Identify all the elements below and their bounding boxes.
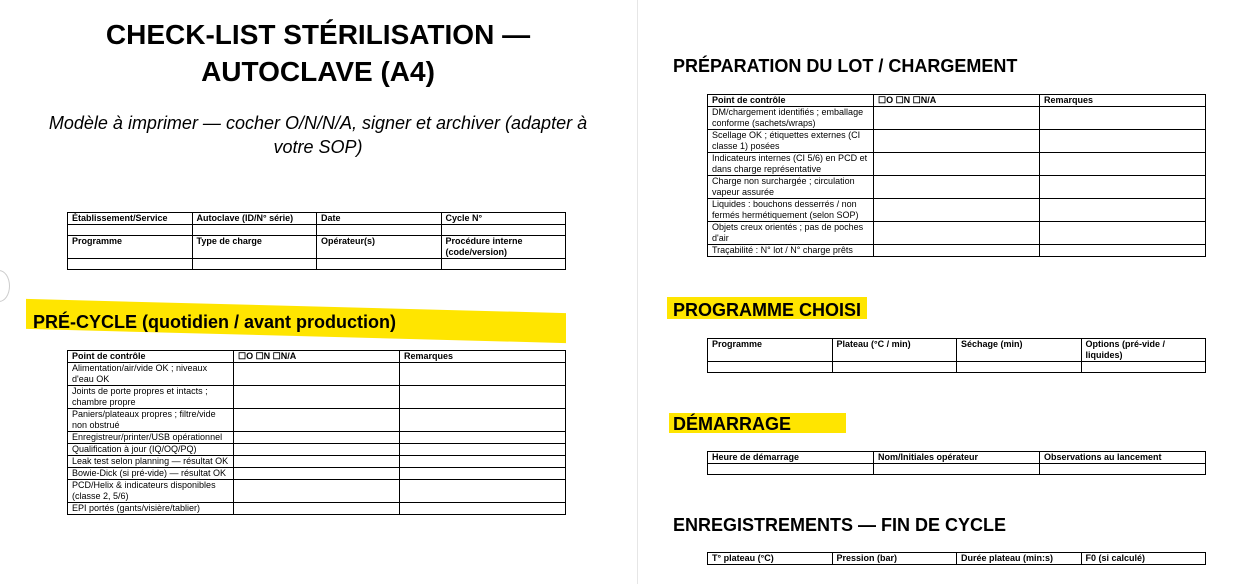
checkpoint-label: PCD/Helix & indicateurs disponibles (classe 2, 5/6) (68, 480, 234, 503)
table-row (708, 452, 1206, 464)
answer-checkbox-cell[interactable] (234, 468, 400, 480)
remarks-cell[interactable] (1040, 130, 1206, 153)
answer-checkbox-cell[interactable] (234, 444, 400, 456)
checkpoint-label: Qualification à jour (IQ/OQ/PQ) (68, 444, 234, 456)
column-header: T° plateau (°C) (708, 553, 833, 565)
input-cell[interactable] (192, 225, 317, 236)
column-header: Remarques (1040, 95, 1206, 107)
input-cell[interactable] (874, 464, 1040, 475)
field-label: Programme (68, 236, 193, 259)
answer-checkbox-cell[interactable] (234, 363, 400, 386)
table-row (708, 222, 1206, 245)
column-header: Heure de démarrage (708, 452, 874, 464)
table-row (68, 468, 566, 480)
input-cell[interactable] (441, 225, 566, 236)
remarks-cell[interactable] (400, 444, 566, 456)
input-cell[interactable] (68, 225, 193, 236)
checkpoint-label: Joints de porte propres et intacts ; chambre propre (68, 386, 234, 409)
page-divider (637, 0, 638, 584)
field-label: Type de charge (192, 236, 317, 259)
answer-checkbox-cell[interactable] (874, 222, 1040, 245)
section-heading-precycle: PRÉ-CYCLE (quotidien / avant production) (33, 312, 396, 332)
answer-checkbox-cell[interactable] (874, 199, 1040, 222)
answer-checkbox-cell[interactable] (234, 409, 400, 432)
remarks-cell[interactable] (1040, 245, 1206, 257)
input-cell[interactable] (708, 362, 833, 373)
document-subtitle (20, 111, 616, 159)
table-row (68, 456, 566, 468)
table-row (68, 503, 566, 515)
column-header: Séchage (min) (957, 339, 1082, 362)
table-row (68, 351, 566, 363)
table-row (68, 444, 566, 456)
column-header: Options (pré-vide / liquides) (1081, 339, 1206, 362)
input-cell[interactable] (317, 259, 442, 270)
checkpoint-label: Scellage OK ; étiquettes externes (CI classe 1) posées (708, 130, 874, 153)
programme-table (707, 338, 1206, 373)
scroll-handle[interactable] (0, 270, 10, 302)
remarks-cell[interactable] (400, 432, 566, 444)
column-header: Nom/Initiales opérateur (874, 452, 1040, 464)
answer-checkbox-cell[interactable] (874, 176, 1040, 199)
field-label: Autoclave (ID/N° série) (192, 213, 317, 225)
answer-checkbox-cell[interactable] (234, 456, 400, 468)
table-row (68, 213, 566, 225)
input-cell[interactable] (1081, 362, 1206, 373)
answer-checkbox-cell[interactable] (874, 153, 1040, 176)
table-row (708, 339, 1206, 362)
field-label: Établissement/Service (68, 213, 193, 225)
precycle-table (67, 350, 566, 515)
checkpoint-label: Liquides : bouchons desserrés / non fermés hermétiquement (selon SOP) (708, 199, 874, 222)
title-line-2: AUTOCLAVE (A4) (201, 56, 435, 87)
table-row (68, 432, 566, 444)
input-cell[interactable] (68, 259, 193, 270)
remarks-cell[interactable] (1040, 199, 1206, 222)
table-row (708, 130, 1206, 153)
section-heading-demarrage: DÉMARRAGE (673, 414, 792, 434)
answer-checkbox-cell[interactable] (234, 386, 400, 409)
table-row (708, 153, 1206, 176)
column-header: ☐O ☐N ☐N/A (234, 351, 400, 363)
input-cell[interactable] (192, 259, 317, 270)
field-label: Procédure interne (code/version) (441, 236, 566, 259)
column-header: Remarques (400, 351, 566, 363)
table-row (708, 95, 1206, 107)
checkpoint-label: Indicateurs internes (CI 5/6) en PCD et dans charge représentative (708, 153, 874, 176)
input-cell[interactable] (832, 362, 957, 373)
section-heading-programme: PROGRAMME CHOISI (673, 300, 862, 320)
column-header: Point de contrôle (708, 95, 874, 107)
document-title (20, 16, 616, 90)
table-row (708, 553, 1206, 565)
remarks-cell[interactable] (1040, 107, 1206, 130)
subtitle-line-2: votre SOP) (273, 137, 363, 157)
answer-checkbox-cell[interactable] (874, 245, 1040, 257)
input-row (68, 259, 566, 270)
field-label: Cycle N° (441, 213, 566, 225)
remarks-cell[interactable] (1040, 222, 1206, 245)
header-info-table (67, 212, 566, 270)
checkpoint-label: Traçabilité : N° lot / N° charge prêts (708, 245, 874, 257)
checkpoint-label: Enregistreur/printer/USB opérationnel (68, 432, 234, 444)
answer-checkbox-cell[interactable] (874, 107, 1040, 130)
remarks-cell[interactable] (400, 363, 566, 386)
column-header: F0 (si calculé) (1081, 553, 1206, 565)
remarks-cell[interactable] (1040, 153, 1206, 176)
input-cell[interactable] (1040, 464, 1206, 475)
input-cell[interactable] (957, 362, 1082, 373)
remarks-cell[interactable] (1040, 176, 1206, 199)
field-label: Opérateur(s) (317, 236, 442, 259)
demarrage-table (707, 451, 1206, 475)
column-header: Point de contrôle (68, 351, 234, 363)
answer-checkbox-cell[interactable] (874, 130, 1040, 153)
remarks-cell[interactable] (400, 480, 566, 503)
section-heading-preparation: PRÉPARATION DU LOT / CHARGEMENT (673, 56, 1018, 76)
column-header: Plateau (°C / min) (832, 339, 957, 362)
answer-checkbox-cell[interactable] (234, 432, 400, 444)
table-row (708, 199, 1206, 222)
checkpoint-label: Alimentation/air/vide OK ; niveaux d'eau OK (68, 363, 234, 386)
field-label: Date (317, 213, 442, 225)
checkpoint-label: EPI portés (gants/visière/tablier) (68, 503, 234, 515)
table-row (708, 245, 1206, 257)
answer-checkbox-cell[interactable] (234, 503, 400, 515)
table-row (708, 107, 1206, 130)
preparation-table (707, 94, 1206, 257)
table-row (708, 176, 1206, 199)
remarks-cell[interactable] (400, 456, 566, 468)
table-row (68, 236, 566, 259)
checkpoint-label: Bowie-Dick (si pré-vide) — résultat OK (68, 468, 234, 480)
column-header: ☐O ☐N ☐N/A (874, 95, 1040, 107)
table-row (68, 386, 566, 409)
remarks-cell[interactable] (400, 468, 566, 480)
input-row (68, 225, 566, 236)
enregistrements-table (707, 552, 1206, 565)
section-heading-enregistrements: ENREGISTREMENTS — FIN DE CYCLE (673, 515, 1007, 535)
checkpoint-label: DM/chargement identifiés ; emballage conforme (sachets/wraps) (708, 107, 874, 130)
checkpoint-label: Paniers/plateaux propres ; filtre/vide non obstrué (68, 409, 234, 432)
remarks-cell[interactable] (400, 503, 566, 515)
input-cell[interactable] (441, 259, 566, 270)
table-row (68, 480, 566, 503)
input-row (708, 464, 1206, 475)
answer-checkbox-cell[interactable] (234, 480, 400, 503)
table-row (68, 409, 566, 432)
table-row (68, 363, 566, 386)
column-header: Durée plateau (min:s) (957, 553, 1082, 565)
column-header: Pression (bar) (832, 553, 957, 565)
remarks-cell[interactable] (400, 409, 566, 432)
input-cell[interactable] (317, 225, 442, 236)
column-header: Observations au lancement (1040, 452, 1206, 464)
checkpoint-label: Leak test selon planning — résultat OK (68, 456, 234, 468)
input-row (708, 362, 1206, 373)
subtitle-line-1: Modèle à imprimer — cocher O/N/N/A, signer et archiver (adapter à (48, 113, 588, 133)
remarks-cell[interactable] (400, 386, 566, 409)
checkpoint-label: Objets creux orientés ; pas de poches d'air (708, 222, 874, 245)
checkpoint-label: Charge non surchargée ; circulation vapeur assurée (708, 176, 874, 199)
column-header: Programme (708, 339, 833, 362)
title-line-1: CHECK-LIST STÉRILISATION — (105, 19, 531, 50)
input-cell[interactable] (708, 464, 874, 475)
